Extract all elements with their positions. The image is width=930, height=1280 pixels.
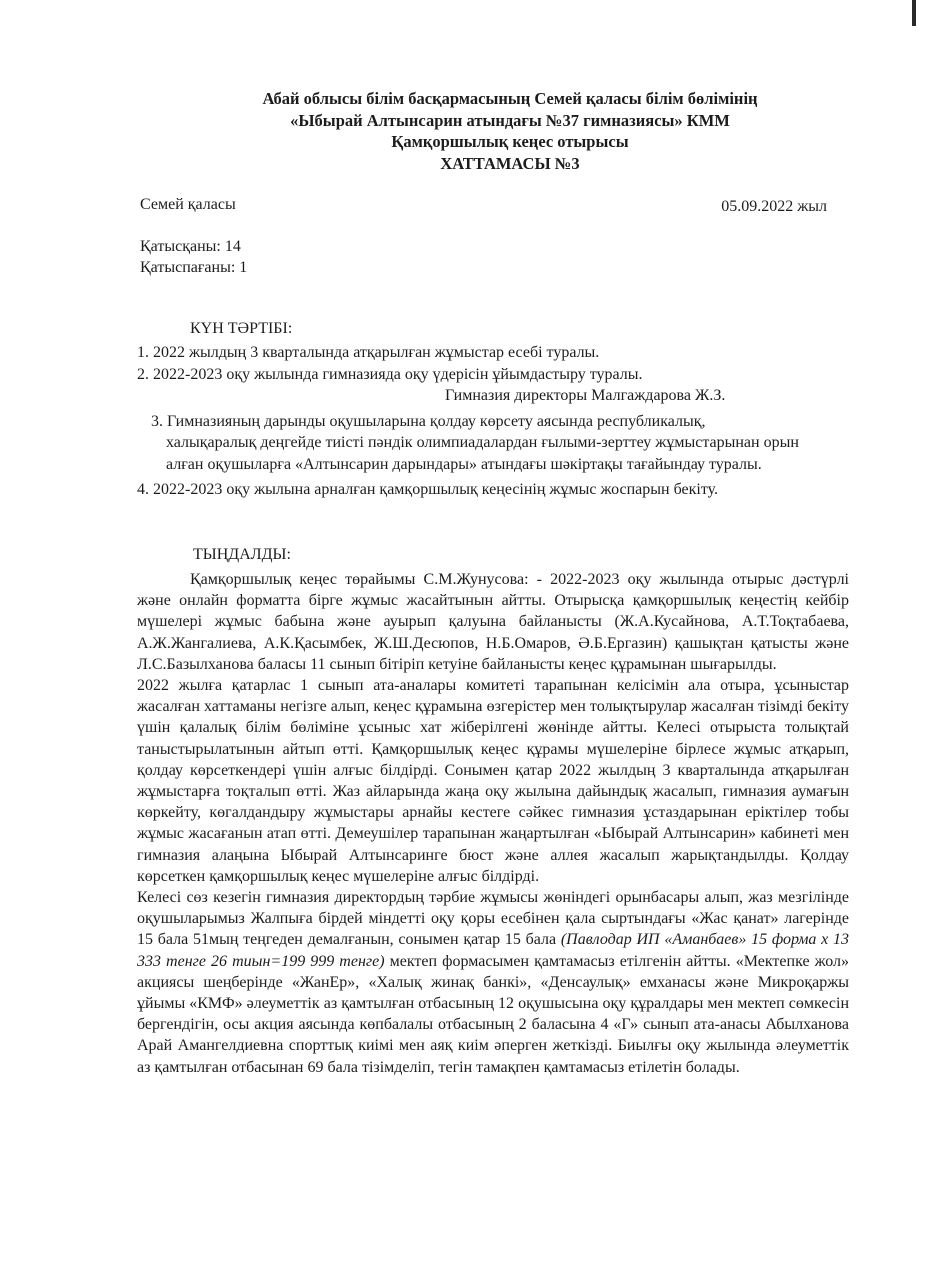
paragraph-deputy-text-b: мектеп формасымен қамтамасыз етілгенін айтты. «Мектепке жол» акциясы шеңберінде «ЖанЕр», «Халық жинақ банкі», «Денсаулық» емханасы және Микроқаржы ұйымы «КМФ» әлеуметтік аз қамтылған отбасының 12 оқушысына оқу құралдары мен мектеп сөмкесін бергендігін, осы акция аясында көпбалалы отбасының 2 баласына 4 «Г» сынып ата-анасы Абылханова Арай Амангелдиевна спорттық киімі мен аяқ киім әперген жеткізді. Биылғы оқу жылында әлеуметтік аз қамтылған отбасынан 69 бала тізімделіп, тегін тамақпен қамтамасыз етілетін болады. [137,952,850,1076]
protocol-body [137,569,849,1078]
document-header [130,88,890,174]
agenda-item-2: 2. 2022-2023 оқу жылында гимназияда оқу үдерісін ұйымдастыру туралы. [137,365,643,383]
agenda-item-3 [137,411,827,476]
agenda-item-1: 1. 2022 жылдың 3 кварталында атқарылған жұмыстар есебі туралы. [137,344,600,361]
agenda-item-3-first-line: 3. Гимназияның дарынды оқушыларына қолдау көрсету аясында республикалық, [151,412,706,430]
header-protocol-number: ХАТТАМАСЫ №3 [440,153,580,173]
agenda-speaker: Гимназия директоры Малгаждарова Ж.З. [445,387,726,404]
agenda-item-3-continuation: халықаралық деңгейде тиісті пәндік олимпиадалардан ғылыми-зерттеу жұмыстарынан орын алған оқушыларға «Алтынсарин дарындары» атындағы шәкіртақы тағайындау туралы. [166,434,799,473]
listened-title: ТЫҢДАЛДЫ: [193,546,291,563]
paragraph-deputy-text-a: Келесі сөз кезегін гимназия директордың тәрбие жұмысы жөніндегі орынбасары алып, жаз мезгілінде оқушыларымыз Жалпыға бірдей міндетті оқу қоры есебінен қала сыртындағы «Жас қанат» лагерінде 15 бала 51мың теңгеден демалғанын, сонымен қатар 15 бала [137,889,849,949]
header-meeting: Қамқоршылық кеңес отырысы [391,132,629,151]
paragraph-deputy-italic: (Павлодар ИП «Аманбаев» 15 форма х 13 333 тенге 26 тиын=199 999 тенге) [137,931,850,970]
attendance-absent: Қатыспағаны: 1 [140,259,248,276]
agenda-title: КҮН ТӘРТІБІ: [190,320,293,337]
scan-edge-mark [912,0,916,26]
meeting-place: Семей қаласы [140,196,236,213]
attendance-present: Қатысқаны: 14 [140,238,241,255]
header-organization: Абай облысы білім басқармасының Семей қаласы білім бөлімінің [262,89,758,108]
paragraph-chair-report: Қамқоршылық кеңес төрайымы С.М.Жунусова: - 2022-2023 оқу жылында отырыс дәстүрлі және онлайн форматта бірге жұмыс жасайтынын айтты. Отырысқа қамқоршылық кеңестің кейбір мүшелері жұмыс бабына және ауырып қалуына байланысты (Ж.А.Кусайнова, А.Т.Тоқтабаева, А.Ж.Жангалиева, А.К.Қасымбек, Ж.Ш.Десюпов, Н.Б.Омаров, Ә.Б.Ергазин) қашықтан қатысты және Л.С.Базылханова баласы 11 сынып бітіріп кетуіне байланысты кеңес құрамынан шығарылды. [137,571,849,673]
paragraph-committee: 2022 жылға қатарлас 1 сынып ата-аналары комитеті тарапынан келісімін ала отыра, ұсыныстар жасалған хаттаманы негізге алып, кеңес құрамына өзгерістер мен толықтырулар жасалған тізімді бекіту үшін қалалық білім бөліміне ұсыныс хат жіберілгені жөнінде айтты. Келесі отырыста толықтай таныстырылатынын айтып өтті. Қамқоршылық кеңес құрамы мүшелеріне бірлесе жұмыс атқарып, қолдау көрсеткендері үшін алғыс білдірді. Сонымен қатар 2022 жылдың 3 кварталында атқарылған жұмыстарға тоқталып өтті. Жаз айларында жаңа оқу жылына дайындық жасалып, гимназия аумағын көркейту, көгалдандыру жұмыстары арнайы кестеге сәйкес гимназия ұстаздарынан еріктілер тобы жұмыс жасағанын атап өтті. Демеушілер тарапынан жаңартылған «Ыбырай Алтынсарин» кабинеті мен гимназия алаңына Ыбырай Алтынсаринге бюст және аллея жасалып жарықтандылды. Қолдау көрсеткен қамқоршылық кеңес мүшелеріне алғыс білдірді. [137,677,849,885]
paragraph-deputy-report [137,887,849,1078]
agenda-list [137,342,827,501]
header-school: «Ыбырай Алтынсарин атындағы №37 гимназиясы» КММ [290,110,730,130]
agenda-item-4: 4. 2022-2023 оқу жылына арналған қамқоршылық кеңесінің жұмыс жоспарын бекіту. [137,481,719,498]
meeting-date: 05.09.2022 жыл [721,198,827,215]
